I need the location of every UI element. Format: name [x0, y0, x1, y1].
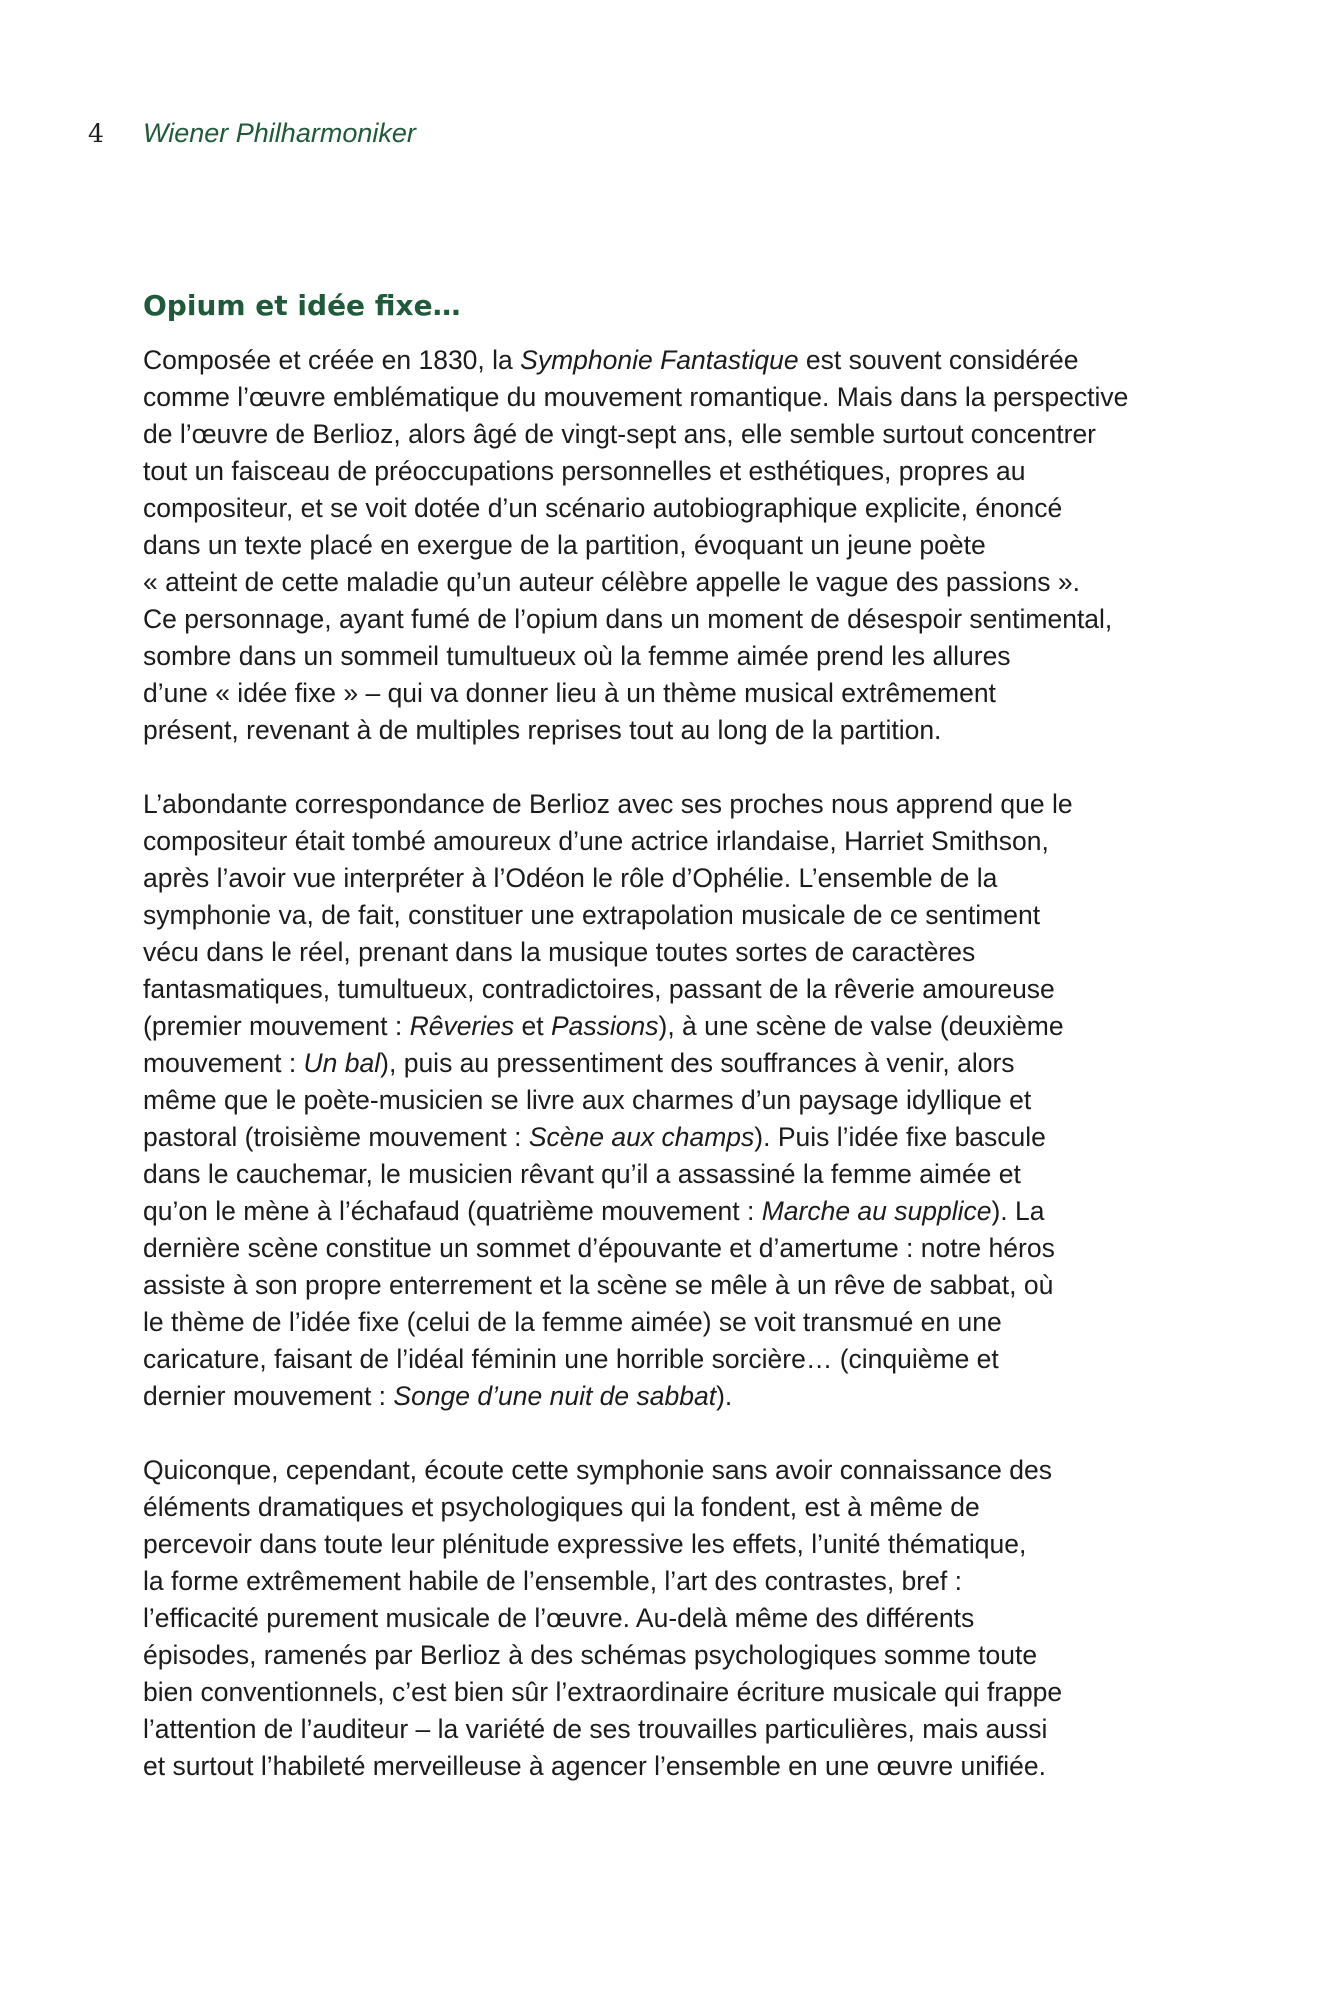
text-segment: dernière scène constitue un sommet d’épouvante et d’amertume : notre héros — [143, 1233, 1055, 1263]
text-segment: éléments dramatiques et psychologiques qui la fondent, est à même de — [143, 1492, 980, 1522]
text-segment: Quiconque, cependant, écoute cette symphonie sans avoir connaissance des — [143, 1455, 1052, 1485]
text-segment: tout un faisceau de préoccupations personnelles et esthétiques, propres au — [143, 456, 1026, 486]
text-segment: de l’œuvre de Berlioz, alors âgé de vingt-sept ans, elle semble surtout concentrer — [143, 419, 1097, 449]
text-line — [143, 1119, 1203, 1156]
paragraph-gap — [143, 749, 1203, 786]
text-segment: même que le poète-musicien se livre aux charmes d’un paysage idyllique et — [143, 1085, 1032, 1115]
italic-title: Rêveries — [409, 1011, 515, 1041]
section-heading: Opium et idée fixe… — [143, 289, 461, 322]
text-segment: vécu dans le réel, prenant dans la musique toutes sortes de caractères — [143, 937, 976, 967]
paragraph — [143, 342, 1203, 749]
italic-title: Songe d’une nuit de sabbat — [393, 1381, 717, 1411]
text-segment: présent, revenant à de multiples reprises tout au long de la partition. — [143, 715, 942, 745]
text-segment: Composée et créée en 1830, la — [143, 345, 521, 375]
text-line — [143, 1526, 1203, 1563]
text-segment: dernier mouvement : — [143, 1381, 394, 1411]
text-line — [143, 379, 1203, 416]
text-line — [143, 897, 1203, 934]
text-line — [143, 1748, 1203, 1785]
text-segment: ), puis au pressentiment des souffrances à venir, alors — [380, 1048, 1015, 1078]
text-line — [143, 1045, 1203, 1082]
text-segment: assiste à son propre enterrement et la scène se mêle à un rêve de sabbat, où — [143, 1270, 1054, 1300]
text-line — [143, 490, 1203, 527]
text-line — [143, 823, 1203, 860]
text-line — [143, 1341, 1203, 1378]
text-line — [143, 1267, 1203, 1304]
text-line — [143, 342, 1203, 379]
text-line — [143, 860, 1203, 897]
text-segment: d’une « idée fixe » – qui va donner lieu à un thème musical extrêmement — [143, 678, 996, 708]
page-header — [88, 118, 416, 154]
text-line — [143, 971, 1203, 1008]
text-line — [143, 416, 1203, 453]
text-segment: après l’avoir vue interpréter à l’Odéon le rôle d’Ophélie. L’ensemble de la — [143, 863, 998, 893]
text-segment: l’efficacité purement musicale de l’œuvre. Au-delà même des différents — [143, 1603, 975, 1633]
italic-title: Symphonie Fantastique — [520, 345, 799, 375]
text-segment: pastoral (troisième mouvement : — [143, 1122, 529, 1152]
text-segment: la forme extrêmement habile de l’ensemble, l’art des contrastes, bref : — [143, 1566, 962, 1596]
text-line — [143, 638, 1203, 675]
text-line — [143, 1082, 1203, 1119]
italic-title: Scène aux champs — [528, 1122, 755, 1152]
text-line — [143, 1489, 1203, 1526]
text-segment: ), à une scène de valse (deuxième — [658, 1011, 1064, 1041]
text-line — [143, 1674, 1203, 1711]
text-segment: symphonie va, de fait, constituer une extrapolation musicale de ce sentiment — [143, 900, 1041, 930]
text-line — [143, 1378, 1203, 1415]
paragraphs-container — [143, 342, 1203, 1785]
text-segment: et — [514, 1011, 551, 1041]
text-segment: est souvent considérée — [798, 345, 1079, 375]
text-segment: et surtout l’habileté merveilleuse à agencer l’ensemble en une œuvre unifiée. — [143, 1751, 1046, 1781]
text-segment: épisodes, ramenés par Berlioz à des schémas psychologiques somme toute — [143, 1640, 1038, 1670]
article-body — [143, 286, 1203, 1785]
text-line — [143, 1304, 1203, 1341]
text-line — [143, 564, 1203, 601]
text-segment: (premier mouvement : — [143, 1011, 410, 1041]
text-segment: l’attention de l’auditeur – la variété de ses trouvailles particulières, mais aussi — [143, 1714, 1048, 1744]
text-line — [143, 1193, 1203, 1230]
italic-title: Passions — [550, 1011, 659, 1041]
paragraph — [143, 786, 1203, 1415]
text-segment: sombre dans un sommeil tumultueux où la femme aimée prend les allures — [143, 641, 1011, 671]
page-number: 4 — [88, 119, 104, 148]
text-line — [143, 1563, 1203, 1600]
text-line — [143, 1156, 1203, 1193]
text-line — [143, 934, 1203, 971]
text-segment: ). Puis l’idée fixe bascule — [754, 1122, 1046, 1152]
text-segment: compositeur était tombé amoureux d’une actrice irlandaise, Harriet Smithson, — [143, 826, 1049, 856]
text-segment: qu’on le mène à l’échafaud (quatrième mouvement : — [143, 1196, 762, 1226]
italic-title: Marche au supplice — [761, 1196, 992, 1226]
text-line — [143, 786, 1203, 823]
text-line — [143, 1452, 1203, 1489]
text-segment: dans un texte placé en exergue de la partition, évoquant un jeune poète — [143, 530, 986, 560]
text-line — [143, 453, 1203, 490]
running-title: Wiener Philharmoniker — [143, 118, 416, 148]
text-segment: percevoir dans toute leur plénitude expressive les effets, l’unité thématique, — [143, 1529, 1027, 1559]
text-segment: comme l’œuvre emblématique du mouvement romantique. Mais dans la perspective — [143, 382, 1129, 412]
text-line — [143, 1008, 1203, 1045]
italic-title: Un bal — [303, 1048, 381, 1078]
text-segment: L’abondante correspondance de Berlioz avec ses proches nous apprend que le — [143, 789, 1073, 819]
text-segment: « atteint de cette maladie qu’un auteur célèbre appelle le vague des passions ». — [143, 567, 1080, 597]
paragraph-gap — [143, 1415, 1203, 1452]
text-segment: ). — [716, 1381, 733, 1411]
text-segment: fantasmatiques, tumultueux, contradictoires, passant de la rêverie amoureuse — [143, 974, 1055, 1004]
text-segment: Ce personnage, ayant fumé de l’opium dans un moment de désespoir sentimental, — [143, 604, 1113, 634]
text-line — [143, 1600, 1203, 1637]
text-line — [143, 1637, 1203, 1674]
text-line — [143, 712, 1203, 749]
text-segment: bien conventionnels, c’est bien sûr l’extraordinaire écriture musicale qui frappe — [143, 1677, 1063, 1707]
text-line — [143, 1230, 1203, 1267]
text-segment: dans le cauchemar, le musicien rêvant qu’il a assassiné la femme aimée et — [143, 1159, 1021, 1189]
text-line — [143, 527, 1203, 564]
text-segment: le thème de l’idée fixe (celui de la femme aimée) se voit transmué en une — [143, 1307, 1002, 1337]
text-segment: caricature, faisant de l’idéal féminin une horrible sorcière… (cinquième et — [143, 1344, 999, 1374]
text-line — [143, 675, 1203, 712]
text-segment: compositeur, et se voit dotée d’un scénario autobiographique explicite, énoncé — [143, 493, 1063, 523]
text-line — [143, 601, 1203, 638]
paragraph — [143, 1452, 1203, 1785]
text-segment: mouvement : — [143, 1048, 304, 1078]
text-segment: ). La — [991, 1196, 1045, 1226]
text-line — [143, 1711, 1203, 1748]
